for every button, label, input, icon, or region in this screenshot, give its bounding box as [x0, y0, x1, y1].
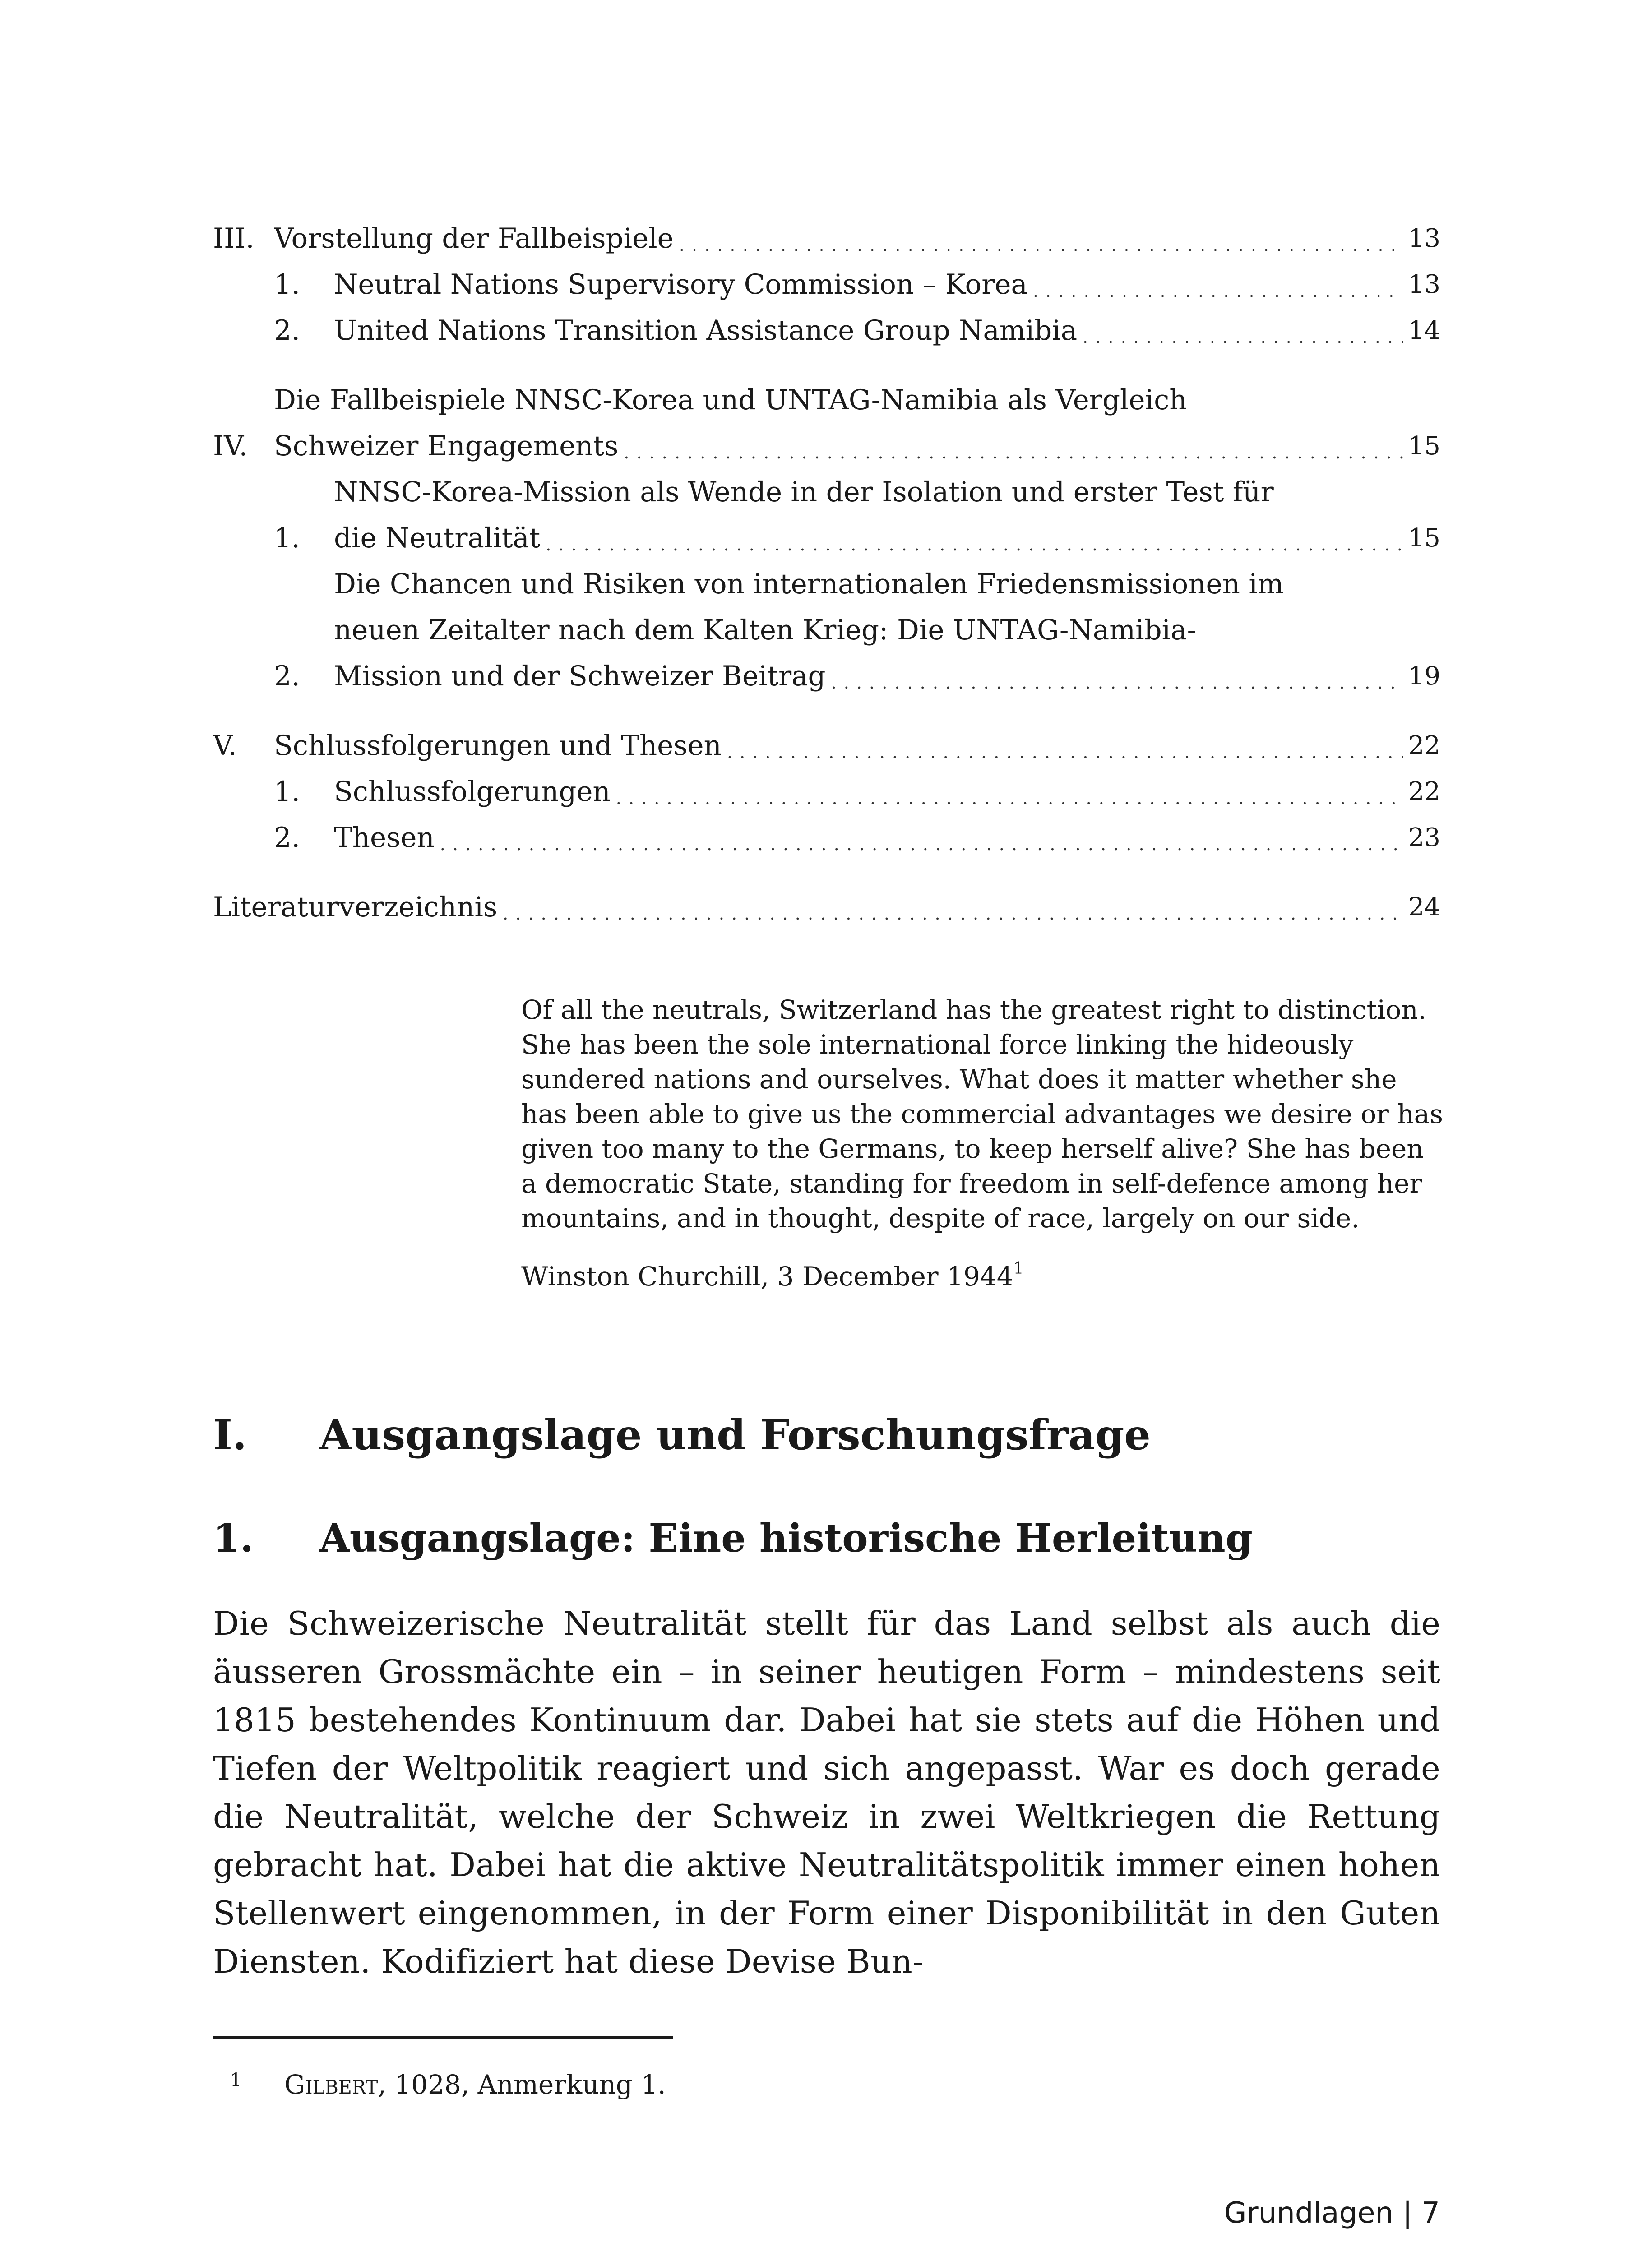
toc-page-number: 23 [1408, 823, 1440, 852]
toc-page-number: 19 [1408, 661, 1440, 691]
toc-entry-number: IV. [213, 430, 248, 462]
toc-entry-number: 2. [274, 660, 301, 692]
epigraph-quote [521, 993, 1446, 1294]
toc-page-number: 24 [1408, 892, 1440, 922]
section-title: Ausgangslage: Eine historische Herleitung [319, 1516, 1253, 1561]
chapter-title: Ausgangslage und Forschungsfrage [319, 1410, 1151, 1459]
toc-entry-text [274, 377, 1440, 469]
toc-leader-dots [546, 528, 1402, 561]
toc-page-number: 22 [1408, 777, 1440, 806]
toc-entry[interactable] [213, 216, 1440, 262]
footnote-divider [213, 2036, 673, 2039]
toc-page-number: 14 [1408, 316, 1440, 345]
toc-entry[interactable] [213, 469, 1440, 561]
toc-entry-last-line [334, 653, 1440, 699]
toc-entry[interactable] [213, 262, 1440, 308]
toc-leader-dots [727, 735, 1403, 769]
toc-entry-last-line [334, 308, 1440, 354]
toc-entry[interactable] [213, 723, 1440, 769]
toc-entry-title: United Nations Transition Assistance Group Namibia [334, 314, 1078, 347]
toc-entry-number: 1. [274, 776, 301, 808]
toc-entry-number: V. [213, 730, 237, 762]
toc-entry-number: 1. [274, 268, 301, 300]
toc-entry-last-line [274, 723, 1440, 769]
toc-entry-text [274, 216, 1440, 262]
toc-entry-text [334, 469, 1440, 561]
toc-entry-title: Schlussfolgerungen [334, 776, 611, 808]
toc-entry-text [334, 815, 1440, 861]
toc-entry[interactable] [213, 769, 1440, 815]
toc-page-number: 22 [1408, 731, 1440, 760]
chapter-number: I. [213, 1410, 247, 1459]
toc-group [213, 723, 1440, 861]
table-of-contents [213, 216, 1440, 954]
quote-author: Winston Churchill, 3 December 1944 [521, 1261, 1013, 1292]
section-heading [213, 1509, 1253, 1568]
toc-group [213, 377, 1440, 699]
toc-entry-number: 2. [274, 314, 301, 347]
toc-leader-dots [1083, 320, 1403, 354]
toc-entry-title: Schlussfolgerungen und Thesen [274, 730, 722, 762]
toc-group [213, 884, 1440, 930]
toc-entry-last-line [334, 769, 1440, 815]
toc-entry-last-line [334, 815, 1440, 861]
toc-entry-text [274, 723, 1440, 769]
toc-entry-last-line [274, 216, 1440, 262]
footnote-rest: , 1028, Anmerkung 1. [378, 2069, 666, 2100]
quote-source [521, 1259, 1446, 1294]
footnote-reference[interactable]: 1 [1013, 1259, 1024, 1278]
toc-page-number: 15 [1408, 523, 1440, 553]
toc-entry[interactable] [213, 377, 1440, 469]
footnote-mark: 1 [230, 2070, 242, 2090]
toc-entry-title: Literaturverzeichnis [213, 891, 498, 923]
toc-entry-last-line [274, 423, 1440, 469]
toc-entry-title: Neutral Nations Supervisory Commission – Korea [334, 268, 1027, 300]
quote-text: Of all the neutrals, Switzerland has the greatest right to distinction. She has been the sole international force linking the hideously sundered nations and ourselves. What does it matter whether she has been able to give us the commercial advantages we desire or has given too many to the Germans, to keep herself alive? She has been a democratic State, standing for freedom in self-defence among her mountains, and in thought, despite of race, largely on our side. [521, 994, 1443, 1234]
toc-entry-title: Schweizer Engagements [274, 430, 619, 462]
toc-entry-line: neuen Zeitalter nach dem Kalten Krieg: Die UNTAG-Namibia- [334, 614, 1197, 646]
toc-leader-dots [440, 828, 1403, 861]
toc-entry-line: NNSC-Korea-Mission als Wende in der Isolation und erster Test für [334, 476, 1274, 508]
toc-entry-title: die Neutralität [334, 522, 541, 554]
toc-entry-number: 2. [274, 822, 301, 854]
toc-entry-text [334, 262, 1440, 308]
toc-page-number: 15 [1408, 431, 1440, 461]
toc-page-number: 13 [1408, 270, 1440, 299]
toc-entry-text [334, 769, 1440, 815]
toc-entry-text [334, 561, 1440, 699]
footnote-text [284, 2066, 666, 2103]
toc-entry-last-line [334, 262, 1440, 308]
toc-entry-title: Vorstellung der Fallbeispiele [274, 222, 674, 254]
toc-leader-dots [679, 228, 1403, 262]
toc-entry[interactable] [213, 308, 1440, 354]
toc-entry-title: Mission und der Schweizer Beitrag [334, 660, 826, 692]
toc-leader-dots [1033, 274, 1403, 308]
toc-entry-title: Thesen [334, 822, 435, 854]
toc-leader-dots [503, 897, 1403, 930]
toc-entry-line: Die Chancen und Risiken von internationalen Friedensmissionen im [334, 568, 1284, 600]
toc-entry-text [213, 884, 1440, 930]
footnote-author: Gilbert [284, 2069, 378, 2100]
toc-entry-number: 1. [274, 522, 301, 554]
toc-leader-dots [616, 781, 1403, 815]
toc-entry[interactable] [213, 815, 1440, 861]
toc-entry-line: Die Fallbeispiele NNSC-Korea und UNTAG-Namibia als Vergleich [274, 384, 1187, 416]
chapter-heading [213, 1403, 1151, 1466]
toc-entry[interactable] [213, 561, 1440, 699]
section-number: 1. [213, 1516, 254, 1561]
toc-leader-dots [831, 666, 1403, 699]
toc-group [213, 216, 1440, 354]
body-paragraph: Die Schweizerische Neutralität stellt für das Land selbst als auch die äusseren Grossmächte ein – in seiner heutigen Form – mindestens seit 1815 bestehendes Kontinuum dar. Dabei hat sie stets auf die Höhen und Tiefen der Weltpolitik reagiert und sich angepasst. War es doch gerade die Neutralität, welche der Schweiz in zwei Weltkriegen die Rettung gebracht hat. Dabei hat die aktive Neutralitätspolitik immer einen hohen Stellenwert eingenommen, in der Form einer Disponibilität in den Guten Diensten. Kodifiziert hat diese Devise Bun- [213, 1604, 1440, 1980]
toc-entry-number: III. [213, 222, 255, 254]
toc-entry[interactable] [213, 884, 1440, 930]
toc-entry-text [334, 308, 1440, 354]
running-footer: Grundlagen | 7 [1224, 2196, 1440, 2230]
toc-page-number: 13 [1408, 224, 1440, 253]
toc-entry-last-line [213, 884, 1440, 930]
footnote [230, 2066, 666, 2103]
toc-leader-dots [624, 436, 1402, 469]
toc-entry-last-line [334, 515, 1440, 561]
